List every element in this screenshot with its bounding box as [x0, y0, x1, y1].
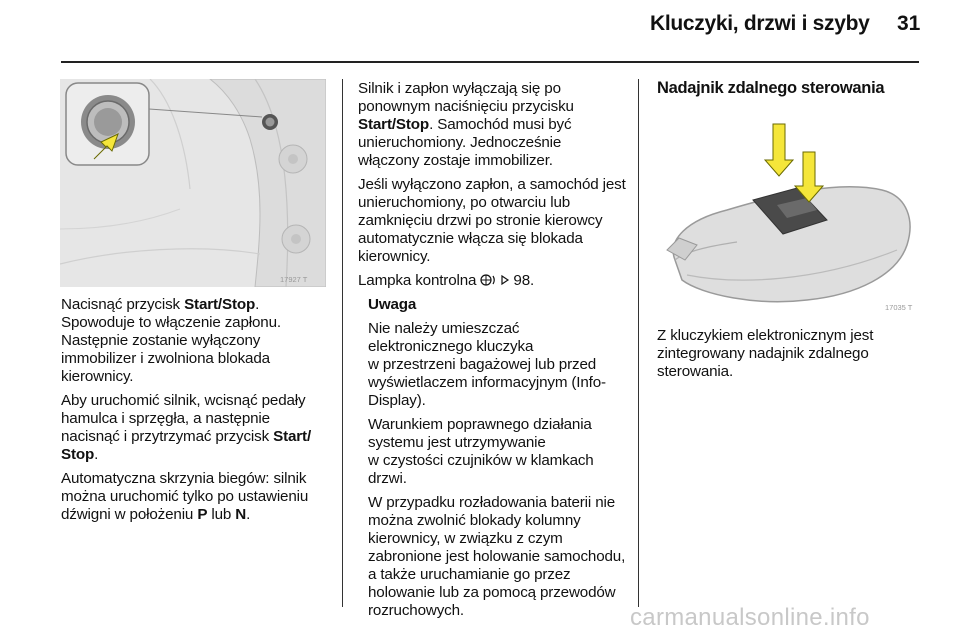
- column-2-text: [358, 80, 626, 626]
- steering-lock-indicator-icon: [480, 273, 497, 287]
- figure-code: 17927 T: [280, 275, 308, 284]
- column-1-text: [61, 296, 329, 530]
- paragraph: Aby uruchomić silnik, wcisnąć pedały hamulca i sprzęgła, a następnie nacisnąć i przytrzymać przycisk Start/ Stop.: [61, 392, 312, 463]
- header-rule: [61, 61, 919, 63]
- paragraph: W przypadku rozładowania baterii nie można zwolnić blokady kolumny kierownicy, w związku z czym zabronione jest holowanie samochodu, a także uruchamianie go przez holowanie lub za pomocą przewodów rozruchowych.: [368, 494, 626, 619]
- page-number: 31: [897, 12, 921, 35]
- page-header-title: Kluczyki, drzwi i szyby: [650, 12, 870, 35]
- page-reference-arrow-icon: [500, 274, 510, 286]
- paragraph: Z kluczykiem elektronicznym jest zintegrowany nadajnik zdalnego sterowania.: [657, 327, 874, 380]
- note-title: Uwaga: [368, 296, 417, 313]
- paragraph: Nie należy umieszczać elektronicznego kluczyka w przestrzeni bagażowej lub przed wyświetlaczem informacyjnym (Info-Display).: [368, 320, 606, 409]
- column-divider-1: [342, 79, 343, 607]
- section-title: Nadajnik zdalnego sterowania: [657, 79, 885, 97]
- paragraph: Jeśli wyłączono zapłon, a samochód jest unieruchomiony, po otwarciu lub zamknięciu drzwi po stronie kierowcy automatycznie włącza się blokada kierownicy.: [358, 176, 626, 265]
- paragraph: Silnik i zapłon wyłączają się po ponownym naciśnięciu przycisku Start/Stop. Samochód musi być unieruchomiony. Jednocześnie włączony zostaje immobilizer.: [358, 80, 574, 169]
- figure-code: 17035 T: [885, 303, 913, 312]
- start-stop-button-illustration: [60, 79, 326, 287]
- paragraph: Warunkiem poprawnego działania systemu jest utrzymywanie w czystości czujników w klamkach drzwi.: [368, 416, 594, 487]
- note-box: [358, 296, 626, 620]
- remote-key-illustration: [657, 110, 919, 315]
- column-divider-2: [638, 79, 639, 607]
- column-3-text: [657, 327, 919, 387]
- paragraph: Lampka kontrolna 98.: [358, 272, 535, 289]
- paragraph: Nacisnąć przycisk Start/Stop. Spowoduje to włączenie zapłonu. Następnie zostanie wyłączony immobilizer i zwolniona blokada kierownicy.: [61, 296, 281, 385]
- paragraph: Automatyczna skrzynia biegów: silnik można uruchomić tylko po ustawieniu dźwigni w położeniu P lub N.: [61, 470, 309, 523]
- watermark: carmanualsonline.info: [630, 604, 870, 631]
